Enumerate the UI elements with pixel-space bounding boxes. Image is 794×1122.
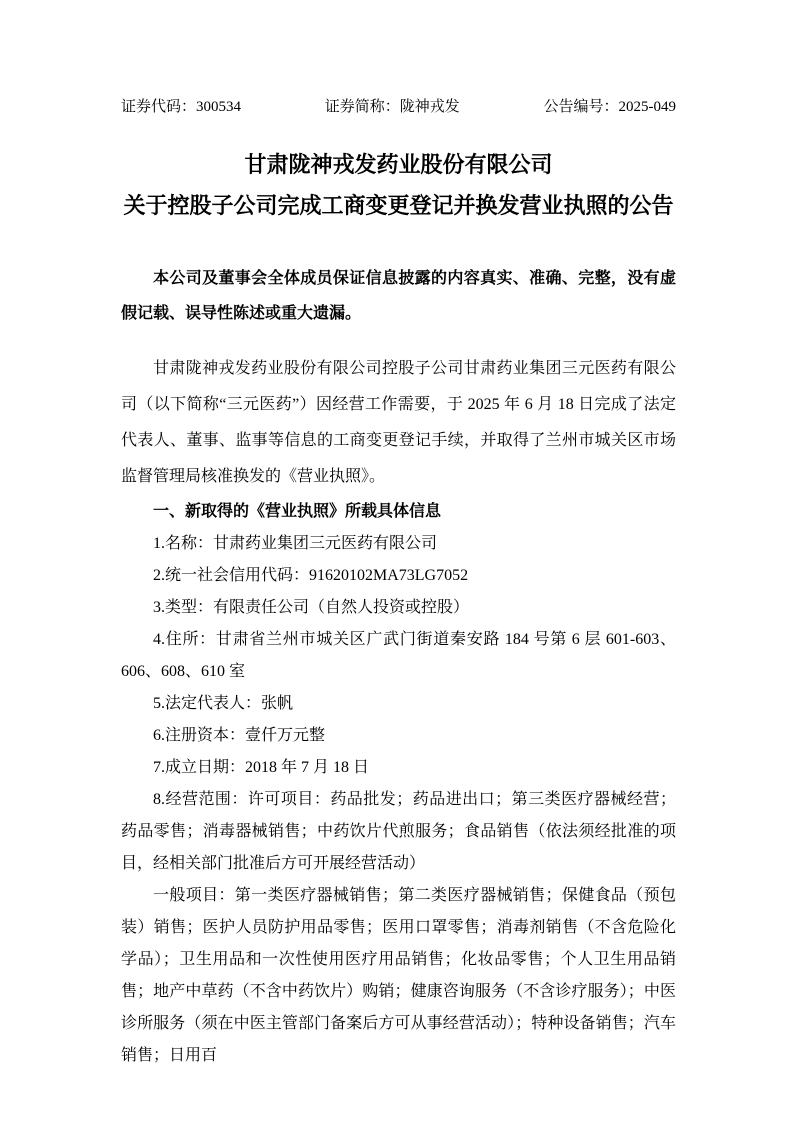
stock-code-label: 证券代码：300534 <box>121 99 242 115</box>
license-item-credit-code: 2.统一社会信用代码：91620102MA73LG7052 <box>153 567 469 584</box>
license-item-name: 1.名称：甘肃药业集团三元医药有限公司 <box>153 535 438 552</box>
license-item-registered-capital: 6.注册资本：壹仟万元整 <box>153 727 326 744</box>
announcement-title: 关于控股子公司完成工商变更登记并换发营业执照的公告 <box>123 193 674 218</box>
license-item-legal-representative: 5.法定代表人：张帆 <box>153 695 294 712</box>
company-title: 甘肃陇神戎发药业股份有限公司 <box>244 152 553 177</box>
license-item-type: 3.类型：有限责任公司（自然人投资或控股） <box>153 599 470 616</box>
board-disclaimer: 本公司及董事会全体成员保证信息披露的内容真实、准确、完整，没有虚假记载、误导性陈述或重大遗漏。 <box>121 270 676 322</box>
license-item-business-scope-general: 一般项目：第一类医疗器械销售；第二类医疗器械销售；保健食品（预包装）销售；医护人员防护用品零售；医用口罩零售；消毒剂销售（不含危险化学品）；卫生用品和一次性使用医疗用品销售；化妆品零售；个人卫生用品销售；地产中草药（不含中药饮片）购销；健康咨询服务（不含诊疗服务）；中医诊所服务（须在中医主管部门备案后方可从事经营活动）；特种设备销售；汽车销售；日用百 <box>121 887 676 1064</box>
document-header <box>121 97 676 117</box>
section-1-heading: 一、新取得的《营业执照》所载具体信息 <box>153 503 442 520</box>
license-item-address: 4.住所：甘肃省兰州市城关区广武门街道秦安路 184 号第 6 层 601-603、606、608、610 室 <box>121 631 676 680</box>
license-item-establishment-date: 7.成立日期：2018 年 7 月 18 日 <box>153 759 370 776</box>
license-item-business-scope-licensed: 8.经营范围：许可项目：药品批发；药品进出口；第三类医疗器械经营；药品零售；消毒器械销售；中药饮片代煎服务；食品销售（依法须经批准的项目，经相关部门批准后方可开展经营活动） <box>121 791 676 872</box>
intro-paragraph: 甘肃陇神戎发药业股份有限公司控股子公司甘肃药业集团三元医药有限公司（以下简称“三元医药”）因经营工作需要，于 2025 年 6 月 18 日完成了法定代表人、董事、监事等信息的工商变更登记手续，并取得了兰州市城关区市场监督管理局核准换发的《营业执照》。 <box>121 360 676 485</box>
announcement-number-label: 公告编号：2025-049 <box>543 99 676 115</box>
stock-abbr-label: 证券简称：陇神戎发 <box>324 99 460 115</box>
